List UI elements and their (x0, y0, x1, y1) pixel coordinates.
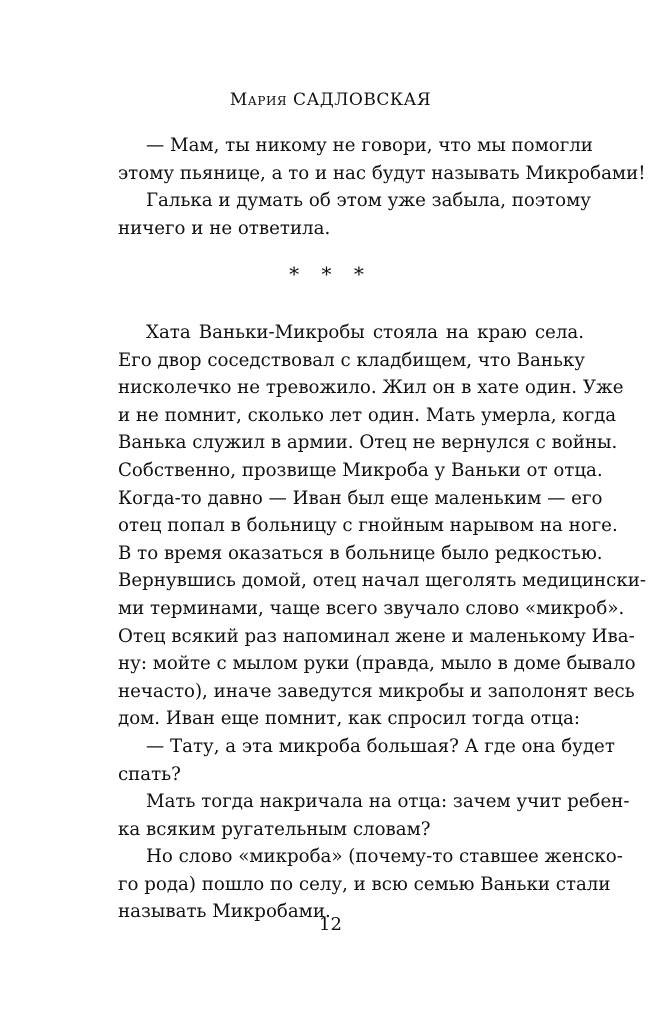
text-line: В то время оказаться в больнице было редкостью. (118, 542, 603, 564)
text-line: ми терминами, чаще всего звучало слово «микроб». (118, 597, 625, 619)
running-header (0, 90, 661, 110)
text-line: этому пьянице, а то и нас будут называть Микробами! (118, 162, 646, 184)
text-line: го рода) пошло по селу, и всю семью Ваньки стали (118, 873, 611, 895)
text-line: нечасто), иначе заведутся микробы и заполонят весь (118, 680, 635, 702)
page-number: 12 (319, 914, 342, 935)
text-line: Галька и думать об этом уже забыла, поэтому (146, 190, 591, 212)
text-line: ну: мойте с мылом руки (правда, мыло в доме бывало (118, 653, 636, 675)
author-first-name: Мария (229, 90, 288, 110)
text-line: Но слово «микроба» (почему-то ставшее женско- (146, 846, 623, 868)
text-line: Ванька служил в армии. Отец не вернулся с войны. (118, 432, 618, 454)
text-line: спать? (118, 763, 181, 785)
author-last-name: САДЛОВСКАЯ (293, 90, 432, 110)
text-line: Отец всякий раз напоминал жене и маленькому Ива- (118, 625, 635, 647)
text-line: называть Микробами. (118, 901, 331, 923)
text-line: — Мам, ты никому не говори, что мы помогли (146, 135, 593, 156)
text-line: Когда-то давно — Иван был еще маленьким — его (118, 487, 603, 509)
text-line: Мать тогда накричала на отца: зачем учит ребен- (146, 791, 630, 813)
text-line: Вернувшись домой, отец начал щеголять медицински- (118, 570, 646, 592)
section-break: * * * (289, 262, 372, 286)
text-line: Собственно, прозвище Микроба у Ваньки от отца. (118, 459, 603, 481)
text-line: и не помнит, сколько лет один. Мать умерла, когда (118, 404, 617, 426)
text-line: дом. Иван еще помнит, как спросил тогда отца: (118, 708, 580, 730)
text-block-narrative (118, 319, 646, 926)
text-line: — Тату, а эта микроба большая? А где она будет (146, 735, 615, 757)
text-line: нисколечко не тревожило. Жил он в хате один. Уже (118, 377, 624, 399)
text-line: отец попал в больницу с гнойным нарывом на ноге. (118, 515, 618, 537)
text-line: ка всяким ругательным словам? (118, 818, 431, 840)
text-block-dialogue (118, 132, 646, 242)
text-line: Хата Ваньки-Микробы стояла на краю села. (146, 322, 584, 343)
text-line: Его двор соседствовал с кладбищем, что Ваньку (118, 349, 585, 371)
text-line: ничего и не ответила. (118, 217, 331, 239)
